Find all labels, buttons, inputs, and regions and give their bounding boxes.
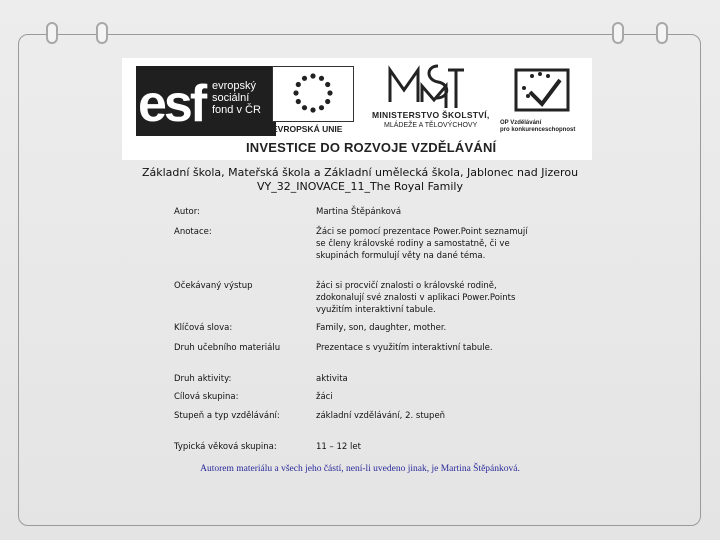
msmt-logo <box>372 62 492 138</box>
msmt-name: MINISTERSTVO ŠKOLSTVÍ, <box>372 110 490 120</box>
row-value: 11 – 12 let <box>316 442 361 452</box>
row-label: Stupeň a typ vzdělávání: <box>174 411 280 421</box>
row-label: Klíčová slova: <box>174 323 233 333</box>
binder-ring <box>96 22 108 44</box>
logo-banner <box>122 58 592 160</box>
footer-note: Autorem materiálu a všech jeho částí, není-li uvedeno jinak, je Martina Štěpánková. <box>200 464 520 474</box>
school-name: Základní škola, Mateřská škola a Základní umělecká škola, Jablonec nad Jizerou <box>141 166 579 179</box>
row-value: Žáci se pomocí prezentace Power.Point seznamují se členy královské rodiny a samostatně, či ve skupinách formulují věty na dané téma. <box>316 227 528 261</box>
eu-logo <box>272 66 354 136</box>
eu-caption: EVROPSKÁ UNIE <box>272 124 343 134</box>
row-label: Anotace: <box>174 227 212 237</box>
op-logo <box>500 66 586 142</box>
binder-ring <box>656 22 668 44</box>
row-value: aktivita <box>316 374 348 384</box>
row-label: Cílová skupina: <box>174 392 239 402</box>
row-value: žáci si procvičí znalosti o královské rodině, zdokonalují své znalosti v aplikaci Power.Points využitím interaktivní tabule. <box>316 281 516 315</box>
row-label: Druh aktivity: <box>174 374 232 384</box>
esf-logo <box>136 66 276 136</box>
row-label: Očekávaný výstup <box>174 281 253 291</box>
msmt-mark-icon <box>386 62 466 110</box>
binder-ring <box>612 22 624 44</box>
row-label: Autor: <box>174 207 200 217</box>
material-code: VY_32_INOVACE_11_The Royal Family <box>257 180 463 193</box>
row-label: Druh učebního materiálu <box>174 343 281 353</box>
row-value: základní vzdělávání, 2. stupeň <box>316 411 446 421</box>
op-caption: OP Vzdělávání pro konkurenceschopnost <box>500 120 576 133</box>
eu-flag-icon <box>272 66 354 122</box>
row-label: Typická věková skupina: <box>174 442 277 452</box>
header <box>120 166 600 194</box>
row-value: žáci <box>316 392 333 402</box>
msmt-subtitle: MLÁDEŽE A TĚLOVÝCHOVY <box>384 122 478 129</box>
banner-tagline: INVESTICE DO ROZVOJE VZDĚLÁVÁNÍ <box>246 140 497 155</box>
row-value: Family, son, daughter, mother. <box>316 323 447 333</box>
binder-ring <box>46 22 58 44</box>
row-value: Prezentace s využitím interaktivní tabule. <box>316 343 493 353</box>
esf-mark: esf <box>138 75 205 133</box>
row-value: Martina Štěpánková <box>316 207 402 217</box>
esf-text: evropský sociální fond v ČR <box>212 80 261 116</box>
op-mark-icon <box>510 66 574 114</box>
